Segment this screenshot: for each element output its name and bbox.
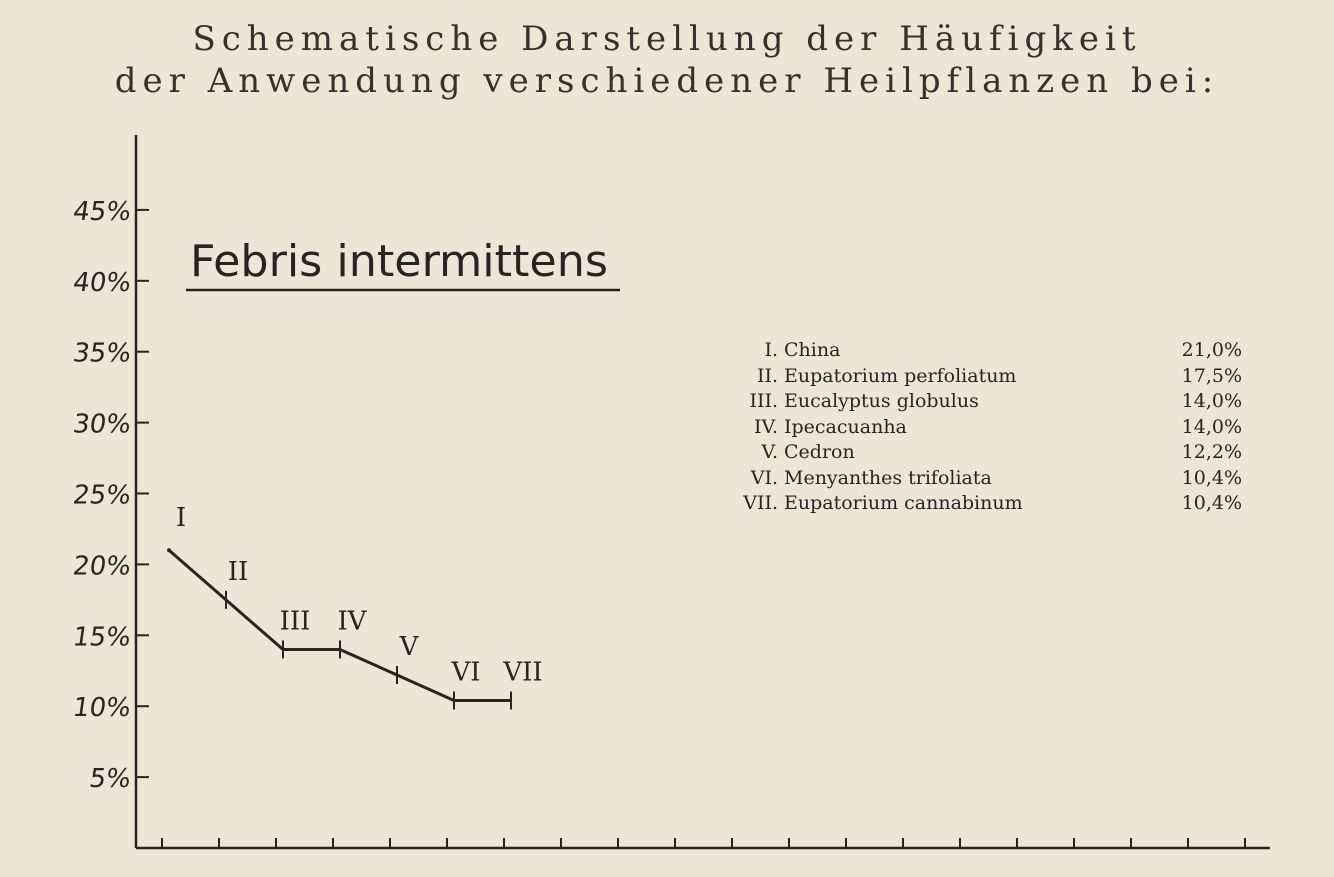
legend-row: [700, 389, 1260, 415]
chart-series: [167, 503, 543, 709]
legend-row: [700, 466, 1260, 492]
legend-value: 10,4%: [1181, 466, 1242, 489]
y-tick-label: 35%: [71, 338, 134, 369]
data-label: VI: [451, 657, 481, 688]
legend-value: 21,0%: [1181, 339, 1242, 361]
legend-rows: [700, 338, 1260, 517]
legend-row: [700, 338, 1260, 364]
legend-name: Eucalyptus globulus: [784, 390, 979, 412]
y-tick-label: 5%: [87, 764, 133, 795]
legend-row: [700, 440, 1260, 466]
legend-value: 14,0%: [1181, 390, 1242, 412]
legend-value: 14,0%: [1181, 415, 1242, 438]
legend-row: [700, 364, 1260, 390]
data-label: VII: [503, 657, 543, 688]
y-tick-label: 20%: [70, 551, 133, 582]
data-label: I: [175, 503, 187, 534]
legend: [700, 338, 1260, 517]
y-tick-label: 45%: [71, 197, 134, 227]
chart-heading-line-2: der Anwendung verschiedener Heilpflanzen bei:: [114, 61, 1220, 101]
legend-number: V.: [761, 441, 778, 463]
data-label: IV: [337, 606, 367, 637]
data-label: II: [227, 556, 249, 587]
legend-value: 10,4%: [1181, 492, 1242, 514]
data-label: III: [279, 606, 311, 637]
y-tick-label: 15%: [70, 622, 133, 653]
y-tick-label: 40%: [71, 267, 134, 298]
legend-row: [700, 491, 1260, 517]
legend-name: Menyanthes trifoliata: [784, 466, 992, 489]
legend-number: IV.: [754, 415, 778, 438]
data-point: [167, 548, 171, 552]
legend-number: VII.: [743, 492, 778, 514]
y-tick-label: 30%: [71, 409, 133, 440]
legend-name: Eupatorium perfoliatum: [784, 364, 1017, 387]
chart-heading-line-1: Schematische Darstellung der Häufigkeit: [192, 19, 1142, 59]
y-tick-label: 10%: [70, 693, 133, 724]
legend-number: II.: [756, 364, 778, 387]
data-label: V: [399, 632, 419, 663]
legend-number: III.: [749, 390, 778, 412]
legend-name: Ipecacuanha: [784, 415, 907, 438]
legend-value: 12,2%: [1181, 441, 1242, 463]
legend-value: 17,5%: [1181, 364, 1242, 387]
legend-name: Cedron: [784, 441, 855, 463]
chart-title: Febris intermittens: [190, 236, 608, 287]
y-tick-label: 25%: [70, 480, 133, 511]
legend-name: China: [784, 339, 841, 361]
legend-row: [700, 415, 1260, 441]
legend-name: Eupatorium cannabinum: [784, 492, 1023, 514]
legend-number: VI.: [750, 466, 778, 489]
legend-number: I.: [764, 339, 778, 361]
